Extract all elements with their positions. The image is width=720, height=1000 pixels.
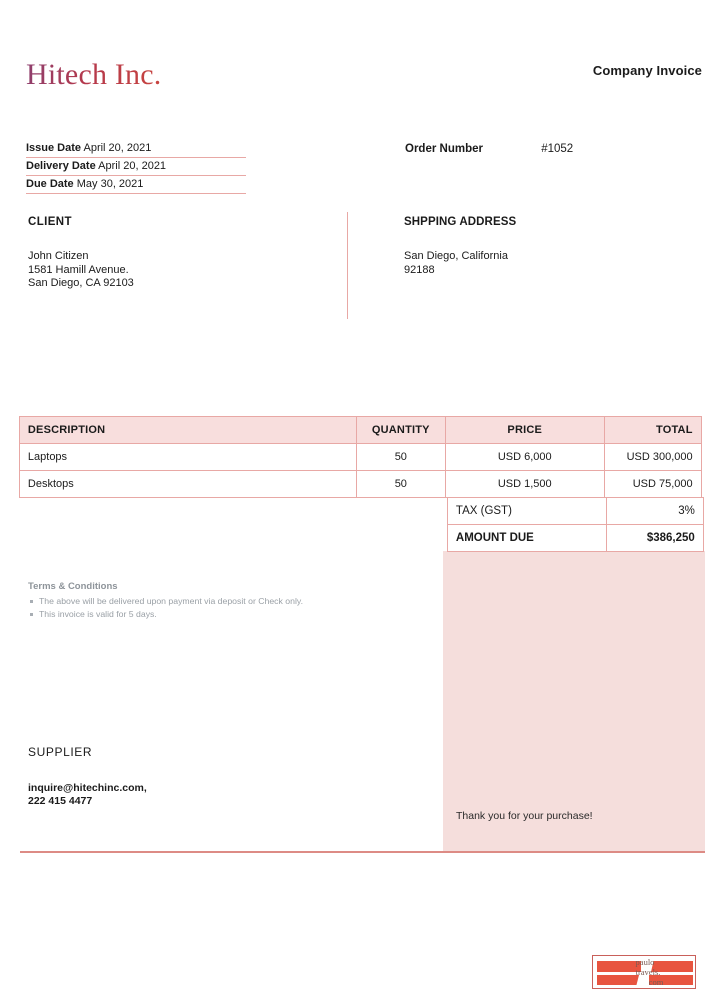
summary-spacer (20, 524, 448, 552)
date-value: May 30, 2021 (76, 178, 144, 190)
cell-description: Desktops (19, 470, 357, 498)
client-line: San Diego, CA 92103 (28, 277, 134, 289)
summary-spacer (20, 497, 448, 525)
date-row (26, 176, 246, 194)
table-header-row (20, 417, 704, 444)
supplier-heading: SUPPLIER (28, 745, 93, 759)
paulo-travels-watermark-logo (592, 955, 696, 989)
date-label: Due Date (26, 178, 74, 190)
column-header-total: TOTAL (604, 416, 702, 444)
order-number-block (405, 143, 573, 155)
cell-price: USD 1,500 (445, 470, 605, 498)
date-value: April 20, 2021 (98, 160, 167, 172)
terms-item: The above will be delivered upon payment via deposit or Check only. (28, 595, 428, 608)
cell-total: USD 75,000 (604, 470, 702, 498)
totals-panel-background (443, 551, 705, 852)
column-header-price: PRICE (445, 416, 605, 444)
date-label: Delivery Date (26, 160, 96, 172)
shipping-line: 92188 (404, 263, 435, 276)
column-header-quantity: QUANTITY (356, 416, 446, 444)
cell-price: USD 6,000 (445, 443, 605, 471)
order-number-value: #1052 (541, 143, 574, 155)
client-block (28, 216, 134, 291)
watermark-line-1: paulo (635, 957, 655, 967)
client-line: John Citizen (28, 250, 89, 262)
summary-value-amount-due: $386,250 (606, 524, 704, 552)
table-summary-row-amount-due (20, 525, 704, 552)
supplier-email: inquire@hitechinc.com, (28, 782, 147, 794)
cell-description: Laptops (19, 443, 357, 471)
date-row (26, 140, 246, 158)
shipping-address-block (404, 216, 516, 277)
thank-you-note: Thank you for your purchase! (456, 810, 593, 822)
document-title: Company Invoice (592, 63, 702, 78)
order-number-label: Order Number (405, 143, 483, 155)
date-label: Issue Date (26, 142, 82, 154)
cell-total: USD 300,000 (604, 443, 702, 471)
shipping-address-heading: SHPPING ADDRESS (404, 216, 517, 228)
cell-quantity: 50 (356, 470, 446, 498)
client-heading: CLIENT (28, 216, 72, 228)
summary-label-amount-due: AMOUNT DUE (447, 524, 607, 552)
company-logo-text: Hitech Inc. (26, 58, 162, 91)
terms-heading: Terms & Conditions (28, 581, 118, 592)
table-summary-row-tax (20, 498, 704, 525)
terms-and-conditions (28, 581, 428, 621)
dates-block (26, 140, 246, 194)
terms-list (28, 595, 428, 621)
client-line: 1581 Hamill Avenue. (28, 263, 129, 276)
summary-label-tax: TAX (GST) (447, 497, 607, 525)
watermark-text (593, 958, 697, 987)
summary-value-tax: 3% (606, 497, 704, 525)
shipping-line: San Diego, California (404, 250, 508, 262)
parties-divider (347, 212, 348, 319)
table-row (20, 471, 704, 498)
line-items-table (20, 417, 704, 552)
footer-rule (20, 851, 705, 853)
terms-item: This invoice is valid for 5 days. (28, 608, 428, 621)
date-value: April 20, 2021 (83, 142, 152, 154)
column-header-description: DESCRIPTION (19, 416, 357, 444)
supplier-block (28, 745, 147, 808)
date-row (26, 158, 246, 176)
watermark-line-2: travels. (635, 966, 661, 977)
table-row (20, 444, 704, 471)
cell-quantity: 50 (356, 443, 446, 471)
supplier-phone: 222 415 4477 (28, 795, 93, 807)
watermark-line-3: com (648, 976, 664, 987)
